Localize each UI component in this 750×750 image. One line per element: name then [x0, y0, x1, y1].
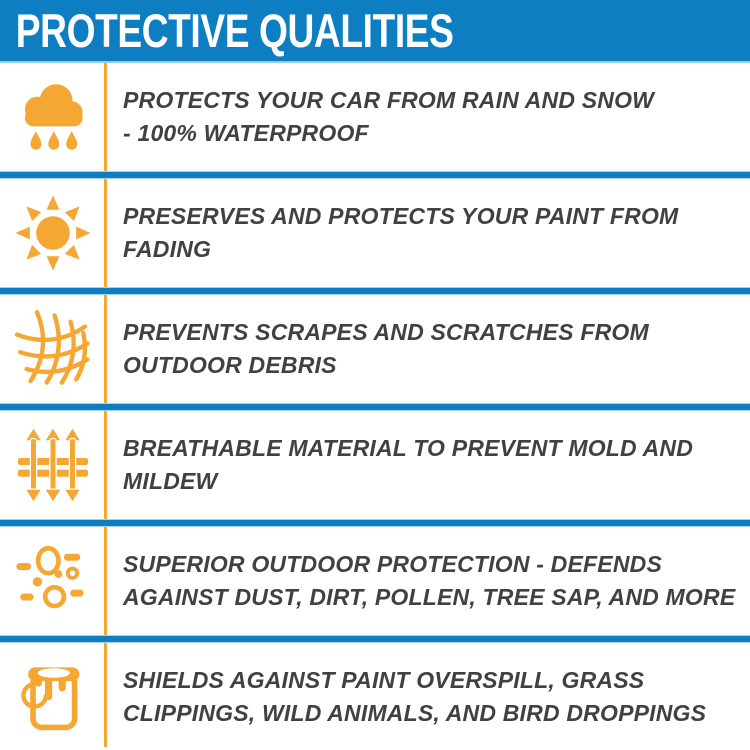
text-cell: [106, 295, 750, 403]
section-divider: [0, 403, 750, 411]
icon-cell: [0, 63, 106, 171]
feature-text: PROTECTS YOUR CAR FROM RAIN AND SNOW - 100% WATERPROOF: [123, 87, 655, 146]
breathable-arrows-icon: [14, 426, 92, 504]
page-title: PROTECTIVE QUALITIES: [15, 4, 454, 57]
section-divider: [0, 635, 750, 643]
icon-cell: [0, 179, 106, 287]
text-cell: [106, 411, 750, 519]
text-cell: [106, 63, 750, 171]
feature-text: PREVENTS SCRAPES AND SCRATCHES FROM OUTDOOR DEBRIS: [123, 319, 649, 378]
feature-row-breathable: [0, 411, 750, 519]
feature-list: [0, 63, 750, 750]
sun-icon: [13, 193, 93, 273]
feature-text: SUPERIOR OUTDOOR PROTECTION - DEFENDS AGAINST DUST, DIRT, POLLEN, TREE SAP, AND MORE: [123, 551, 736, 610]
section-divider: [0, 519, 750, 527]
feature-text: SHIELDS AGAINST PAINT OVERSPILL, GRASS CLIPPINGS, WILD ANIMALS, AND BIRD DROPPINGS: [123, 666, 707, 726]
text-cell: [106, 179, 750, 287]
feature-text: PRESERVES AND PROTECTS YOUR PAINT FROM FADING: [123, 203, 679, 262]
icon-cell: [0, 295, 106, 403]
text-cell: [106, 643, 750, 750]
mesh-net-icon: [13, 309, 93, 389]
icon-cell: [0, 411, 106, 519]
particles-icon: [14, 542, 92, 620]
feature-row-shields: [0, 643, 750, 750]
section-divider: [0, 171, 750, 179]
feature-text: BREATHABLE MATERIAL TO PREVENT MOLD AND MILDEW: [123, 435, 694, 494]
paint-can-icon: [13, 657, 93, 737]
rain-cloud-icon: [14, 78, 92, 156]
feature-row-waterproof: [0, 63, 750, 171]
icon-cell: [0, 527, 106, 635]
header-banner: [0, 0, 750, 63]
feature-row-scratches: [0, 295, 750, 403]
section-divider: [0, 287, 750, 295]
feature-row-outdoor-protection: [0, 527, 750, 635]
icon-cell: [0, 643, 106, 750]
feature-row-fading: [0, 179, 750, 287]
text-cell: [106, 527, 750, 635]
